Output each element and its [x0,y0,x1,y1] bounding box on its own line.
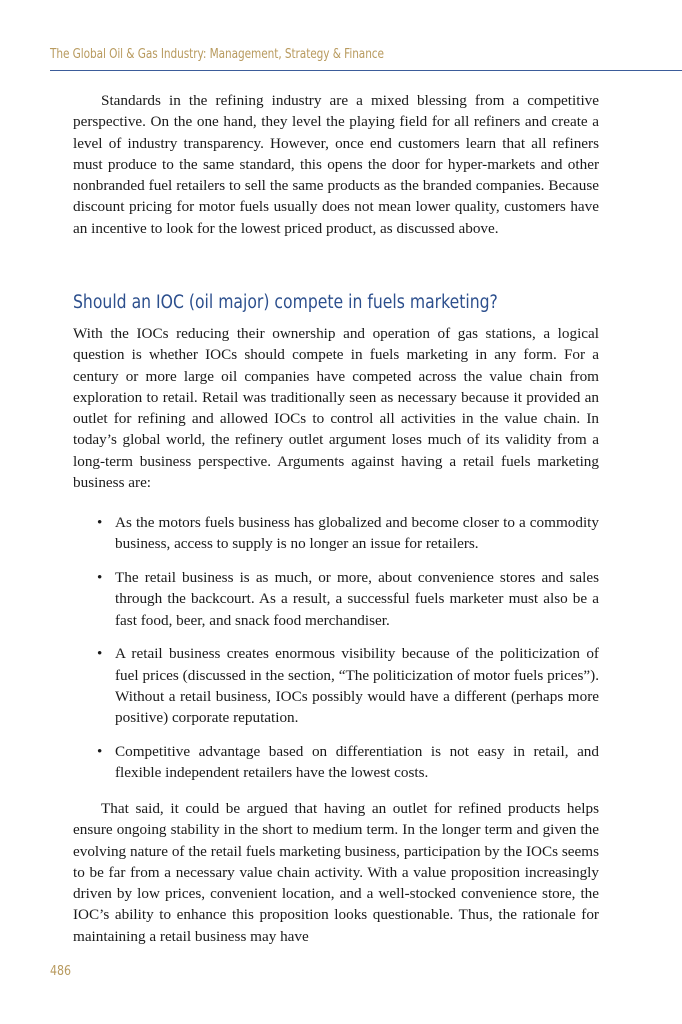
bullet-icon: • [97,743,103,761]
header-rule [50,70,682,71]
list-item-text: As the motors fuels business has globalized and become closer to a commodity business, access to supply is no longer an issue for retailers. [115,514,599,553]
closing-paragraph-block [73,798,599,947]
bullet-icon: • [97,569,103,587]
bullet-icon: • [97,514,103,531]
intro-paragraph: Standards in the refining industry are a mixed blessing from a competitive perspective. On the one hand, they level the playing field for all refiners and create a level of industry transparency. However, once end customers learn that all refiners must produce to the same standard, this opens the door for hyper-markets and other nonbranded fuel retailers to sell the same products as the branded companies. Because discount pricing for motor fuels usually does not mean lower quality, customers have an incentive to look for the lowest priced product, as discussed above. [73,92,599,237]
list-item [97,643,599,728]
list-item-text: Competitive advantage based on differentiation is not easy in retail, and flexible independent retailers have the lowest costs. [115,743,599,782]
list-item-text: The retail business is as much, or more, about convenience stores and sales through the backcourt. As a result, a successful fuels marketer must also be a fast food, beer, and snack food merchandiser. [115,569,599,629]
bullet-icon: • [97,645,103,663]
intro-paragraph-block [73,90,599,239]
list-item [97,512,599,555]
list-item [97,567,599,631]
list-item [97,741,599,784]
arguments-list [97,512,599,796]
list-item-text: A retail business creates enormous visibility because of the politicization of fuel prices (discussed in the section, “The politicization of motor fuels prices”). Without a retail business, IOCs possibly would have a different (perhaps more positive) corporate reputation. [115,645,599,727]
section-paragraph-block [73,323,599,493]
running-header-title: The Global Oil & Gas Industry: Management, Strategy & Finance [50,47,384,62]
page-number: 486 [50,964,72,979]
section-heading: Should an IOC (oil major) compete in fuels marketing? [73,292,498,313]
closing-paragraph: That said, it could be argued that having an outlet for refined products helps ensure ongoing stability in the short to medium term. In the longer term and given the evolving nature of the retail fuels marketing business, participation by the IOCs seems to be far from a necessary value chain activity. With a value proposition increasingly driven by low prices, convenient location, and a well-stocked convenience store, the IOC’s ability to enhance this proposition looks questionable. Thus, the rationale for maintaining a retail business may have [73,800,599,945]
section-paragraph: With the IOCs reducing their ownership and operation of gas stations, a logical question is whether IOCs should compete in fuels marketing in any form. For a century or more large oil companies have competed across the value chain from exploration to retail. Retail was traditionally seen as necessary because it provided an outlet for refining and allowed IOCs to control all activities in the value chain. In today’s global world, the refinery outlet argument loses much of its validity from a long-term business perspective. Arguments against having a retail fuels marketing business are: [73,325,599,492]
